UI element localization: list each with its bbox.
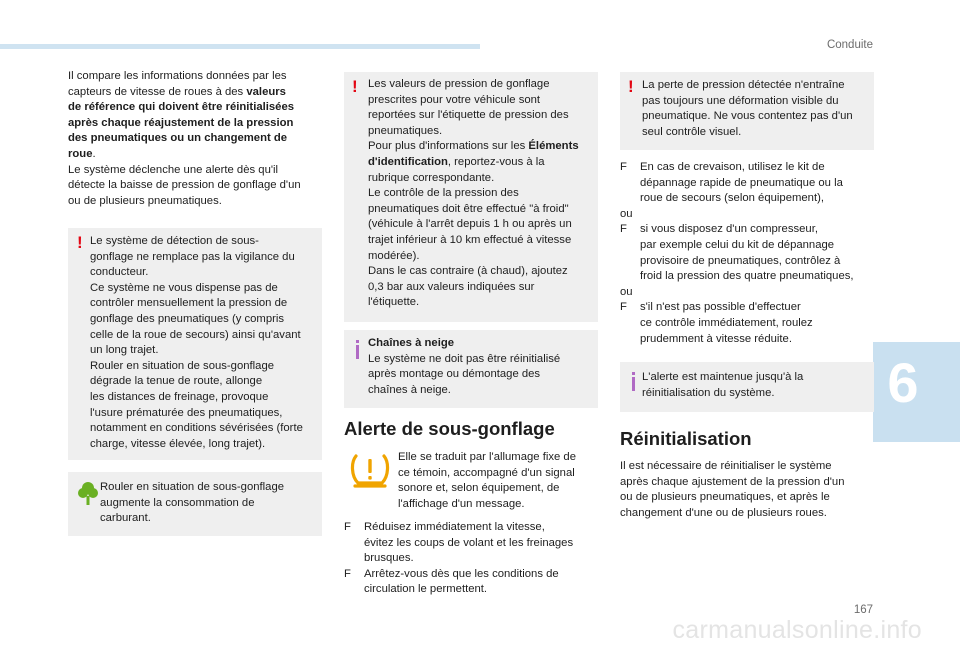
heading-underinflation-alert: Alerte de sous-gonflage xyxy=(344,418,555,439)
snow-chains-text: Chaînes à neige Le système ne doit pas être réinitialisé après montage ou démontage des chaînes à neige. xyxy=(368,337,561,396)
alert-description: Elle se traduit par l'allumage fixe de ce témoin, accompagné d'un signal sonore et, selon équipement, de l'affichage d'un message. xyxy=(398,451,576,510)
exclamation-icon: ! xyxy=(77,233,83,252)
warning-box-visual-check xyxy=(620,72,874,150)
eco-tree-icon xyxy=(78,480,98,506)
bullet-marker: F xyxy=(344,567,351,580)
intro-paragraph: Il compare les informations données par les capteurs de vitesse de roues à des valeurs de référence qui doivent être réinitialisées après chaque réajustement de la pression des pneumatiques ou un changement de roue. Le système déclenche une alerte dès qu'il détecte la baisse de pression de gonflage d'un ou de plusieurs pneumatiques. xyxy=(68,70,301,207)
bullet-marker: F xyxy=(620,161,627,173)
bullet-marker: F xyxy=(344,521,351,533)
warning-box-pressure xyxy=(344,72,598,322)
tyre-pressure-warning-icon xyxy=(350,452,390,488)
puncture-instructions xyxy=(620,160,874,347)
exclamation-icon: ! xyxy=(628,77,634,96)
list-item: F Réduisez immédiatement la vitesse, évitez les coups de volant et les freinages brusques. xyxy=(344,520,598,567)
or-separator: ou xyxy=(620,207,633,220)
heading-reinitialisation: Réinitialisation xyxy=(620,428,752,449)
eco-box xyxy=(68,472,322,536)
list-item: F En cas de crevaison, utilisez le kit de dépannage rapide de pneumatique ou la roue de secours (selon équipement), xyxy=(620,160,874,207)
bullet-marker: F xyxy=(620,301,627,314)
list-item: F Arrêtez-vous dès que les conditions de circulation le permettent. xyxy=(344,567,598,598)
bullet-marker: F xyxy=(620,223,627,236)
info-box-alert-maintained xyxy=(620,362,874,412)
exclamation-icon: ! xyxy=(352,77,358,96)
pressure-text: Les valeurs de pression de gonflage prescrites pour votre véhicule sont reportées sur l'étiquette de pression des pneumatiques. Pour plus d'informations sur les Éléments d'identification, reportez-vous à la rubrique correspondante. Le contrôle de la pression des pneumatiques doit être effectué "à froid" (véhicule à l'arrêt depuis 1 h ou après un trajet inférieur à 10 km effectué à vitesse modérée). Dans le cas contraire (à chaud), ajoutez 0,3 bar aux valeurs indiquées sur l'étiquette. xyxy=(368,78,579,309)
reset-paragraph: Il est nécessaire de réinitialiser le système après chaque ajustement de la pression d'un ou de plusieurs pneumatiques, et après le changement d'une ou de plusieurs roues. xyxy=(620,460,845,519)
chapter-tab xyxy=(873,342,960,442)
or-separator: ou xyxy=(620,285,633,298)
info-box-snow-chains xyxy=(344,330,598,408)
alert-instructions xyxy=(344,520,598,598)
visual-check-text: La perte de pression détectée n'entraîne pas toujours une déformation visible du pneumatique. Ne vous contentez pas d'un seul contrôle visuel. xyxy=(642,79,853,138)
warning-text: Le système de détection de sous- gonflage ne remplace pas la vigilance du conducteur. Ce système ne vous dispense pas de contrôler mensuellement la pression de gonflage des pneumatiques (y compris celle de la roue de secours) ainsi qu'avant un long trajet. Rouler en situation de sous-gonflage dégrade la tenue de route, allonge les distances de freinage, provoque l'usure prématurée des pneumatiques, notamment en conditions sévérisées (forte charge, vitesse élevée, long trajet). xyxy=(90,235,303,450)
watermark: carmanualsonline.info xyxy=(672,616,922,644)
section-title: Conduite xyxy=(826,39,873,51)
chapter-number: 6 xyxy=(887,351,919,414)
list-item: F s'il n'est pas possible d'effectuer ce contrôle immédiatement, roulez prudemment à vitesse réduite. xyxy=(620,300,874,347)
eco-text: Rouler en situation de sous-gonflage augmente la consommation de carburant. xyxy=(100,481,285,525)
list-item: F si vous disposez d'un compresseur, par exemple celui du kit de dépannage provisoire de pneumatiques, contrôlez à froid la pression des quatre pneumatiques, xyxy=(620,222,874,284)
warning-box-detection xyxy=(68,228,322,460)
header-accent-bar xyxy=(0,44,480,49)
alert-maintained-text: L'alerte est maintenue jusqu'à la réinitialisation du système. xyxy=(642,371,804,399)
page-number: 167 xyxy=(853,604,873,616)
